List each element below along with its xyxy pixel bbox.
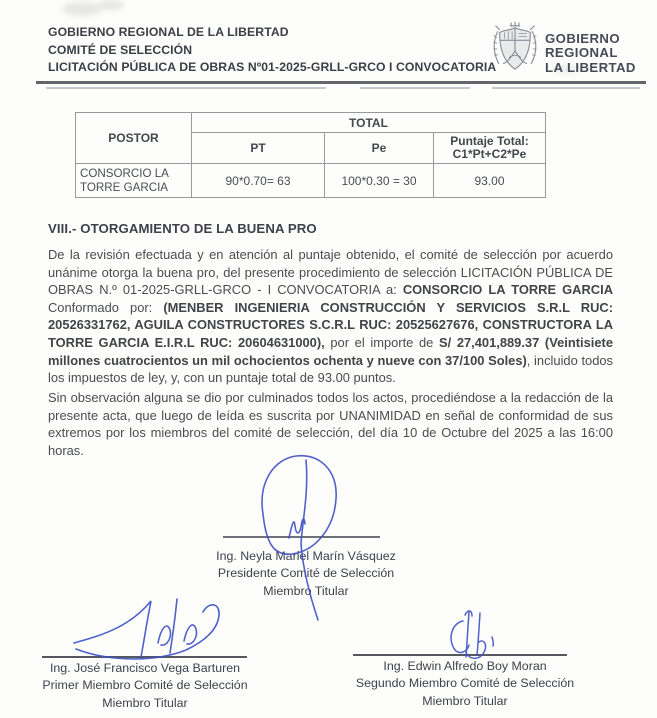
award-text: Conformado por:	[48, 299, 164, 315]
score-table	[75, 112, 546, 198]
signer-name: Ing. José Francisco Vega Barturen	[49, 661, 241, 675]
pe-cell: 100*0.30 = 30	[325, 164, 434, 198]
score-table-total-header: TOTAL	[192, 113, 546, 133]
scan-smudge	[62, 2, 102, 16]
signer-role: Presidente Comité de Selección	[217, 566, 395, 581]
closing-paragraph: Sin observación alguna se dio por culminados todos los actos, procediéndose a la redacción de la presente acta, que luego de leída es suscrita por UNANIMIDAD en señal de conformidad de sus extremos por los miembros del comité de selección, del día 10 de Octubre del 2025 a las 16:00 horas.	[48, 390, 613, 458]
award-text: De la revisión efectuada y en atención al puntaje obtenido, el comité de selección por acuerdo unánime otorga la buena pro, del presente procedimiento de selección LICITACIÓN PÚBLICA DE OBRAS N.º 01-2025-GRLL-GRCO - I CONVOCATORIA a:	[48, 247, 613, 298]
signer-membership: Miembro Titular	[102, 695, 188, 710]
signature-ink-second-member	[451, 611, 493, 658]
award-text: por el importe de	[324, 334, 439, 350]
signer-name: Ing. Edwin Alfredo Boy Moran	[383, 659, 547, 673]
signer-role: Primer Miembro Comité de Selección	[42, 678, 248, 693]
award-amount: S/ 27,401,889.37 (Veintisiete millones cuatrocientos un mil ochocientos ochenta y nueve con 37/100 Soles)	[48, 334, 613, 368]
header-procedure: LICITACIÓN PÚBLICA DE OBRAS Nº01-2025-GRLL-GRCO I CONVOCATORIA	[48, 60, 497, 75]
signature-block-second-member	[348, 658, 582, 710]
winner-name: CONSORCIO LA TORRE GARCIA	[402, 282, 613, 298]
header-divider-artifact	[360, 87, 470, 89]
header-divider	[36, 81, 646, 84]
postor-cell: CONSORCIO LA TORRE GARCIA	[76, 164, 192, 198]
award-paragraph	[48, 246, 613, 387]
signature-line-first-member	[42, 656, 247, 658]
institution-logo	[490, 20, 636, 81]
scan-smudge	[98, 0, 124, 10]
consortium-members: (MENBER INGENIERIA CONSTRUCCIÓN Y SERVICIOS S.R.L RUC: 20526331762, AGUILA CONSTRUCTORES S.C.R.L RUC: 20525627676, CONSTRUCTORA LA TORRE GARCIA E.I.R.L RUC: 20604631000),	[48, 299, 614, 350]
award-text: , incluido todos los impuestos de ley, y, con un puntaje total de 93.00 puntos.	[48, 352, 613, 386]
table-row	[76, 164, 546, 198]
score-table-pt-header: PT	[192, 133, 325, 164]
score-table-pe-header: Pe	[325, 133, 434, 164]
logo-text	[545, 32, 636, 75]
signer-role: Segundo Miembro Comité de Selección	[355, 676, 575, 691]
signer-membership: Miembro Titular	[263, 583, 349, 598]
score-table-postor-header: POSTOR	[76, 113, 192, 164]
pt-cell: 90*0.70= 63	[192, 164, 325, 198]
signer-name: Ing. Neyla Mariel Marín Vásquez	[216, 549, 396, 563]
signature-line-second-member	[353, 654, 567, 656]
puntaje-cell: 93.00	[434, 164, 546, 198]
header-committee: COMITÉ DE SELECCIÓN	[48, 42, 193, 57]
signer-membership: Miembro Titular	[422, 693, 508, 708]
signature-ink-first-member	[74, 599, 219, 659]
signature-block-first-member	[32, 660, 258, 712]
section-title: VIII.- OTORGAMIENTO DE LA BUENA PRO	[48, 221, 317, 236]
header-divider-artifact	[46, 87, 326, 89]
logo-text-line3: LA LIBERTAD	[545, 59, 636, 75]
logo-text-line1: GOBIERNO	[545, 31, 621, 46]
header-divider-artifact	[492, 87, 640, 89]
header-org: GOBIERNO REGIONAL DE LA LIBERTAD	[48, 25, 289, 39]
logo-text-line2: REGIONAL	[545, 45, 618, 61]
signature-block-president	[186, 548, 426, 600]
document-header	[48, 24, 496, 77]
signature-line-president	[223, 536, 380, 538]
coat-of-arms-icon	[490, 20, 540, 81]
score-table-puntaje-header: Puntaje Total: C1*Pt+C2*Pe	[434, 133, 546, 164]
